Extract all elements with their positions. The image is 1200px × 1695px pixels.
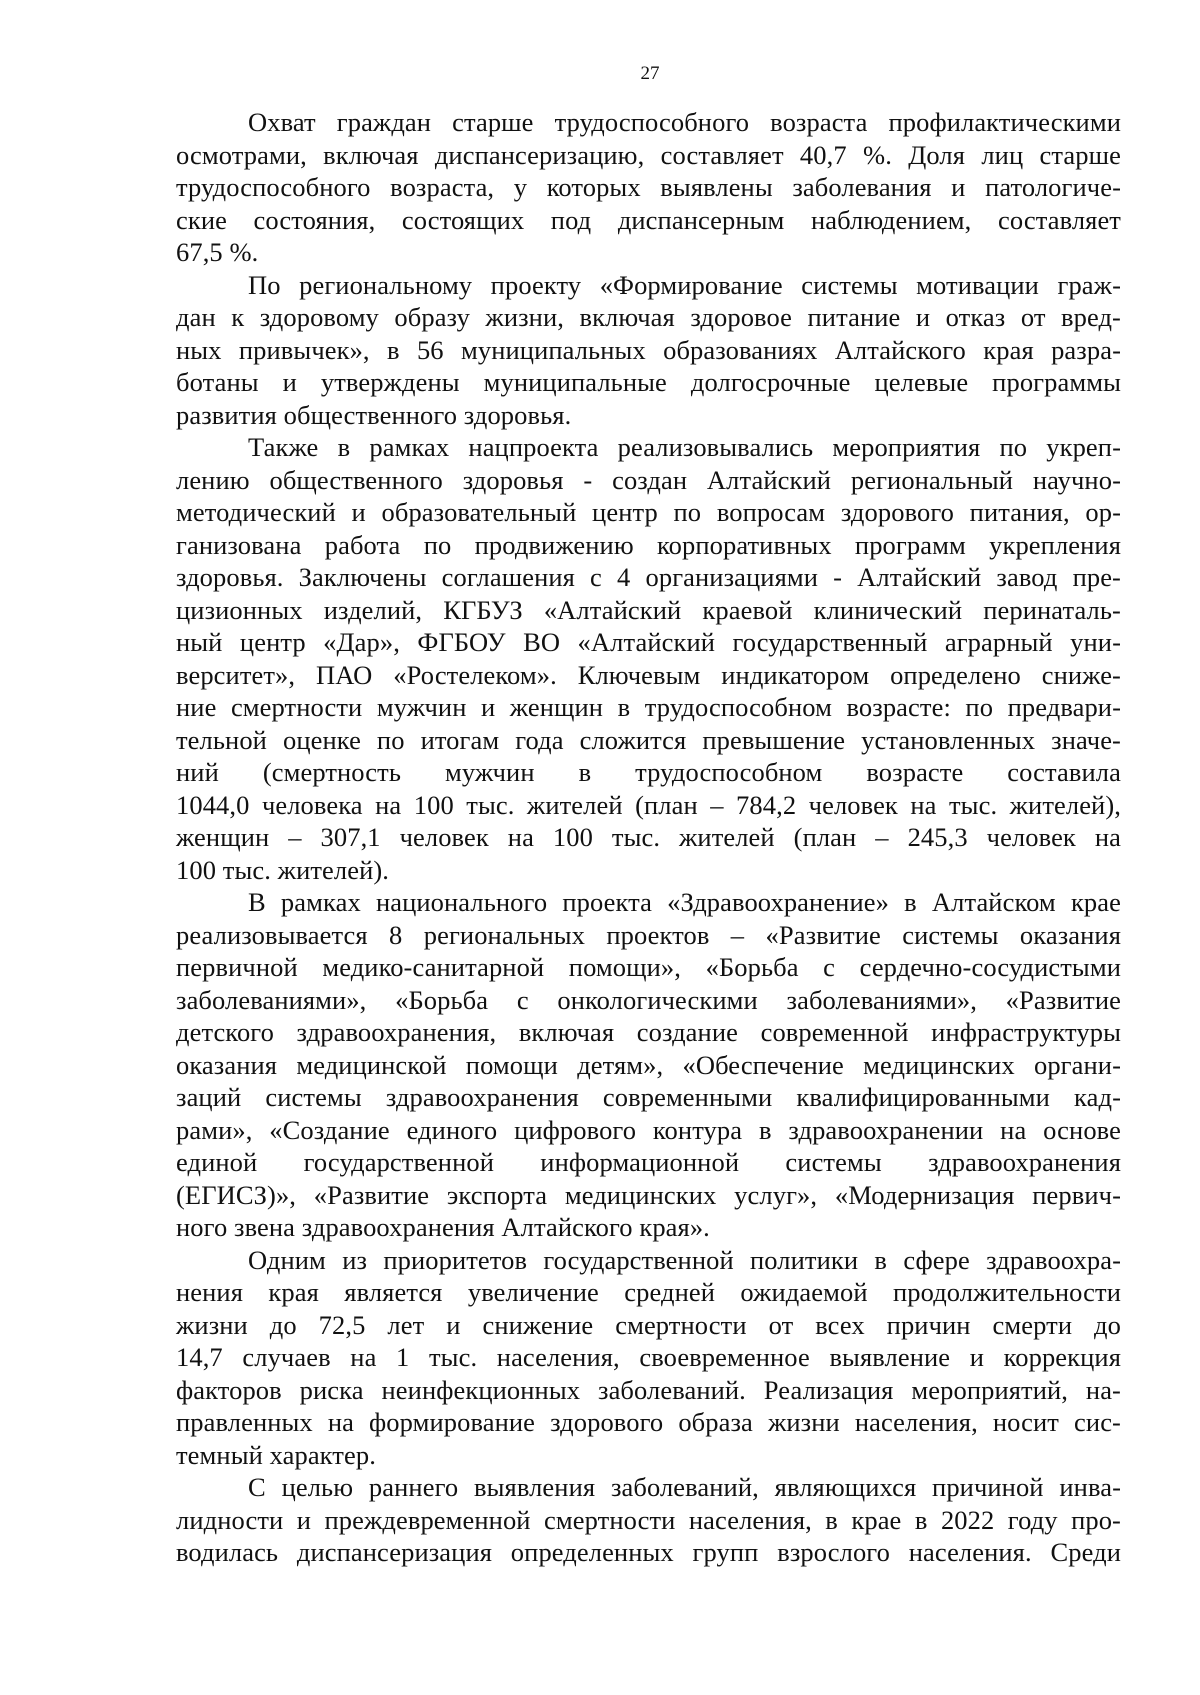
text-line: 100 тыс. жителей).	[176, 854, 390, 885]
text-line: тельной оценке по итогам года сложится превышение установленных значе-	[176, 724, 1121, 755]
text-line: темный характер.	[176, 1439, 376, 1470]
text-line: рами», «Создание единого цифрового контура в здравоохранении на основе	[176, 1114, 1121, 1145]
text-line: ного звена здравоохранения Алтайского края».	[176, 1212, 710, 1242]
text-line: С целью раннего выявления заболеваний, являющихся причиной инва-	[248, 1472, 1121, 1502]
text-line: ний (смертность мужчин в трудоспособном возрасте составила	[176, 757, 1121, 787]
text-line: здоровья. Заключены соглашения с 4 организациями - Алтайский завод пре-	[176, 562, 1121, 592]
text-line: детского здравоохранения, включая создание современной инфраструктуры	[176, 1017, 1121, 1047]
text-line: ганизована работа по продвижению корпоративных программ укрепления	[176, 529, 1121, 560]
paragraph-5	[176, 1244, 1121, 1472]
text-line: развития общественного здоровья.	[176, 399, 572, 430]
text-line: Охват граждан старше трудоспособного возраста профилактическими	[248, 107, 1121, 137]
text-line: ный центр «Дар», ФГБОУ ВО «Алтайский государственный аграрный уни-	[176, 627, 1121, 657]
paragraph-3	[176, 431, 1121, 886]
text-line: заций системы здравоохранения современными квалифицированными кад-	[176, 1082, 1121, 1112]
text-line: (ЕГИСЗ)», «Развитие экспорта медицинских услуг», «Модернизация первич-	[176, 1179, 1121, 1210]
text-line: женщин – 307,1 человек на 100 тыс. жителей (план – 245,3 человек на	[176, 822, 1121, 852]
text-line: ных привычек», в 56 муниципальных образованиях Алтайского края разра-	[176, 334, 1121, 365]
text-line: нения края является увеличение средней ожидаемой продолжительности	[176, 1277, 1121, 1307]
text-line: ботаны и утверждены муниципальные долгосрочные целевые программы	[176, 367, 1121, 397]
text-line: цизионных изделий, КГБУЗ «Алтайский краевой клинический перинаталь-	[176, 594, 1121, 625]
text-line: дан к здоровому образу жизни, включая здоровое питание и отказ от вред-	[176, 302, 1121, 332]
text-line: верситет», ПАО «Ростелеком». Ключевым индикатором определено сниже-	[176, 659, 1121, 690]
text-line: оказания медицинской помощи детям», «Обеспечение медицинских органи-	[176, 1049, 1121, 1080]
text-line: правленных на формирование здорового образа жизни населения, носит сис-	[176, 1407, 1121, 1437]
text-line: Также в рамках нацпроекта реализовывались мероприятия по укреп-	[248, 432, 1121, 462]
text-line: водилась диспансеризация определенных групп взрослого населения. Среди	[176, 1537, 1121, 1567]
text-line: 67,5 %.	[176, 237, 259, 267]
text-line: заболеваниями», «Борьба с онкологическими заболеваниями», «Развитие	[176, 984, 1121, 1015]
paragraph-4	[176, 886, 1121, 1244]
text-line: лению общественного здоровья - создан Алтайский региональный научно-	[176, 464, 1121, 495]
text-line: жизни до 72,5 лет и снижение смертности от всех причин смерти до	[176, 1309, 1121, 1340]
text-line: методический и образовательный центр по вопросам здорового питания, ор-	[176, 497, 1121, 527]
text-line: В рамках национального проекта «Здравоохранение» в Алтайском крае	[248, 887, 1121, 917]
text-line: лидности и преждевременной смертности населения, в крае в 2022 году про-	[176, 1504, 1121, 1535]
text-line: единой государственной информационной системы здравоохранения	[176, 1147, 1121, 1177]
page-number: 27	[640, 63, 660, 84]
text-line: осмотрами, включая диспансеризацию, составляет 40,7 %. Доля лиц старше	[176, 139, 1121, 170]
text-line: реализовывается 8 региональных проектов – «Развитие системы оказания	[176, 919, 1121, 950]
text-line: первичной медико-санитарной помощи», «Борьба с сердечно-сосудистыми	[176, 952, 1121, 982]
paragraph-2	[176, 269, 1121, 432]
paragraph-6	[176, 1471, 1121, 1569]
text-line: ние смертности мужчин и женщин в трудоспособном возрасте: по предвари-	[176, 692, 1121, 722]
text-line: 14,7 случаев на 1 тыс. населения, своевременное выявление и коррекция	[176, 1342, 1121, 1372]
text-line: 1044,0 человека на 100 тыс. жителей (план – 784,2 человек на тыс. жителей),	[176, 789, 1121, 820]
text-line: Одним из приоритетов государственной политики в сфере здравоохра-	[248, 1244, 1121, 1275]
text-line: факторов риска неинфекционных заболеваний. Реализация мероприятий, на-	[176, 1374, 1121, 1405]
paragraph-1	[176, 106, 1121, 269]
text-line: ские состояния, состоящих под диспансерным наблюдением, составляет	[176, 204, 1121, 235]
text-line: По региональному проекту «Формирование системы мотивации граж-	[248, 269, 1121, 300]
body-text	[176, 106, 1121, 1569]
text-line: трудоспособного возраста, у которых выявлены заболевания и патологиче-	[176, 172, 1121, 202]
